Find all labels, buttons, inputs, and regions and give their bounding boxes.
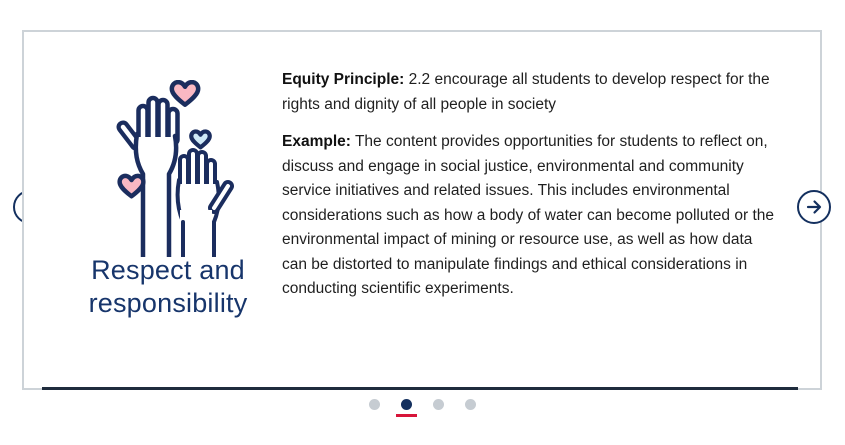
example-text: The content provides opportunities for students to reflect on, discuss and engage in social justice, environmental and community service initiatives and related issues. This includes environmental considerations such as how a body of water can become polluted or the environmental impact of mining or resource use, as well as how data can be distorted to manipulate findings and ethical considerations in conducting scientific experiments.: [282, 133, 774, 297]
card-bottom-divider: [42, 387, 798, 390]
carousel-next-button[interactable]: [797, 190, 831, 224]
carousel-dot-2[interactable]: [401, 399, 412, 410]
arrow-right-icon: [804, 197, 824, 217]
hands-hearts-illustration: [114, 80, 264, 262]
equity-principle-text: 2.2 encourage all students to develop respect for the rights and dignity of all people in society: [282, 71, 770, 113]
equity-principle-label: Equity Principle:: [282, 71, 405, 88]
slide-title: Respect and responsibility: [88, 255, 248, 318]
carousel-dots: [22, 399, 822, 410]
equity-principle-paragraph: [282, 68, 774, 117]
carousel-dot-1[interactable]: [369, 399, 380, 410]
carousel-dot-3[interactable]: [433, 399, 444, 410]
example-label: Example:: [282, 133, 351, 150]
slide-body: [282, 68, 774, 315]
example-paragraph: [282, 130, 774, 302]
carousel-card: [22, 30, 822, 390]
carousel-dot-4[interactable]: [465, 399, 476, 410]
